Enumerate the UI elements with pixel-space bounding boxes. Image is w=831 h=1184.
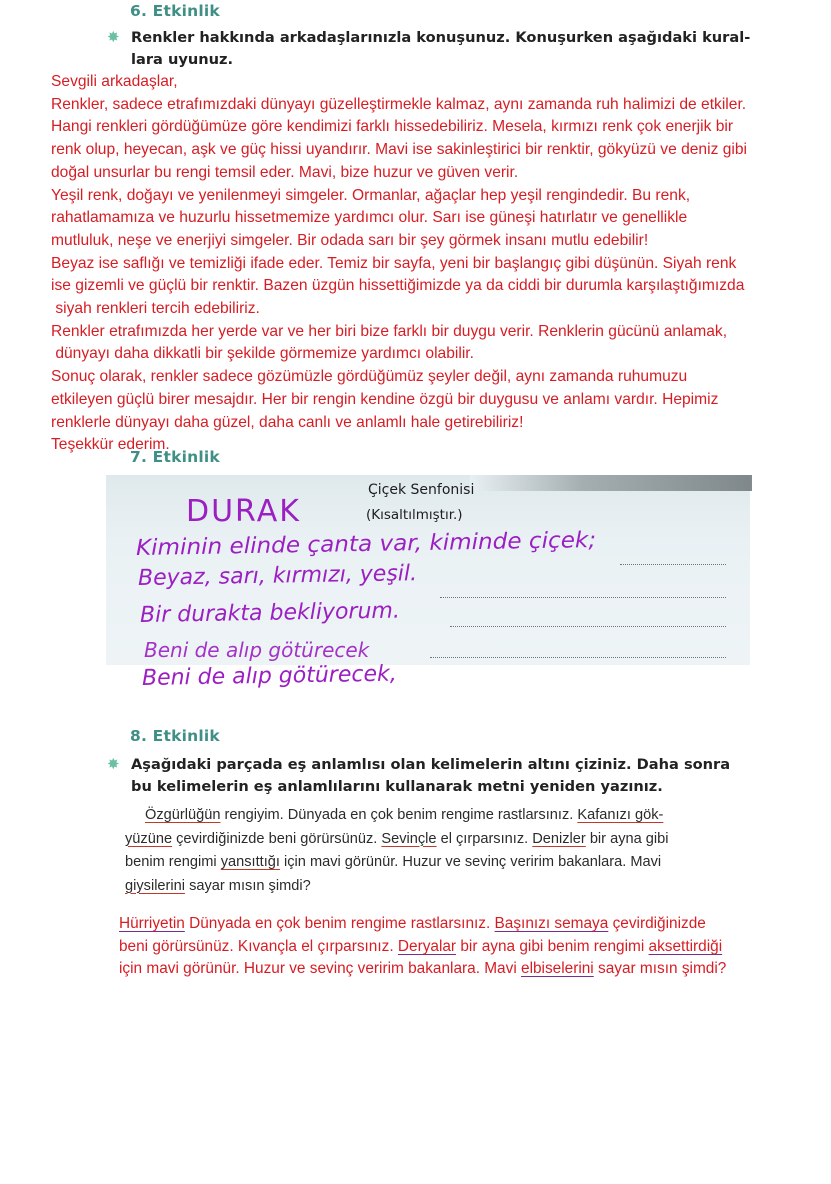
underlined-word: elbiselerini bbox=[521, 960, 594, 978]
poem-subtitle: (Kısaltılmıştır.) bbox=[366, 507, 463, 523]
speech-line: Sonuç olarak, renkler sadece gözümüzle gördüğümüz şeyler değil, aynı zamanda ruhumuzu bbox=[51, 368, 688, 386]
speech-line: Beyaz ise saflığı ve temizliği ifade eder. Temiz bir sayfa, yeni bir başlangıç gibi düşünün. Siyah renk bbox=[51, 254, 737, 272]
handwritten-title: DURAK bbox=[186, 494, 301, 529]
handwritten-line: Beyaz, sarı, kırmızı, yeşil. bbox=[137, 561, 418, 591]
text-span: çevirdiğinizde bbox=[608, 915, 706, 932]
text-span: beni görürsünüz. Kıvançla el çırparsınız. bbox=[119, 937, 398, 955]
underlined-word: Hürriyetin bbox=[119, 915, 185, 932]
text-span: için mavi görünür. Huzur ve sevinç veririm bakanlara. Mavi bbox=[279, 854, 662, 870]
star-bullet-icon: ✸ bbox=[107, 756, 120, 773]
writing-line bbox=[440, 597, 726, 598]
text-span: sayar mısın şimdi? bbox=[185, 877, 311, 894]
underlined-word: Deryalar bbox=[397, 937, 457, 955]
writing-line bbox=[450, 626, 726, 627]
underlined-word: Sevinçle bbox=[381, 830, 437, 847]
handwritten-line: Beni de alıp götürecek, bbox=[141, 661, 397, 691]
speech-line: etkileyen güçlü birer mesajdır. Her bir rengin kendine özgü bir duygusu ve anlamı vardır. Hepimiz bbox=[51, 390, 719, 408]
text-span: bir ayna gibi bbox=[585, 830, 669, 847]
underlined-word: Özgürlüğün bbox=[145, 807, 221, 823]
speech-line: rahatlamamıza ve huzurlu hissetmemize yardımcı olur. Sarı ise güneşi hatırlatır ve genellikle bbox=[51, 209, 688, 227]
text-span: rengiyim. Dünyada en çok benim rengime rastlarsınız. bbox=[220, 807, 578, 823]
section-8-heading: 8. Etkinlik bbox=[130, 727, 220, 745]
answer-line bbox=[119, 913, 726, 936]
speech-text bbox=[51, 71, 747, 457]
card-shadow-strip bbox=[470, 475, 752, 491]
handwritten-line: Kiminin elinde çanta var, kiminde çiçek; bbox=[135, 527, 597, 561]
exercise-line bbox=[125, 828, 669, 852]
text-span: sayar mısın şimdi? bbox=[593, 960, 727, 978]
text-span: bir ayna gibi benim rengimi bbox=[456, 937, 649, 955]
speech-line: doğal unsurlar bu rengi temsil eder. Mavi, bize huzur ve güven verir. bbox=[51, 163, 519, 181]
underlined-word: giysilerini bbox=[125, 877, 186, 894]
writing-line bbox=[430, 657, 726, 658]
underlined-word: Denizler bbox=[532, 830, 586, 847]
text-span: el çırparsınız. bbox=[436, 830, 533, 847]
speech-line: Hangi renkleri gördüğümüze göre kendimizi farklı hissedebiliriz. Mesela, kırmızı renk çok enerjik bir bbox=[51, 118, 734, 136]
answer-line bbox=[119, 958, 726, 981]
speech-line: renklerle dünyayı daha güzel, daha canlı ve anlamlı hale getirebiliriz! bbox=[51, 413, 524, 431]
text-span: Dünyada en çok benim rengime rastlarsınız. bbox=[184, 915, 495, 932]
underlined-word: yüzüne bbox=[125, 830, 173, 847]
speech-line: Renkler, sadece etrafımızdaki dünyayı güzelleştirmekle kalmaz, aynı zamanda ruh halimizi de etkiler. bbox=[51, 95, 747, 113]
underlined-word: Kafanızı gök- bbox=[577, 807, 664, 823]
speech-line: renk olup, heyecan, aşk ve güç hissi uyandırır. Mavi ise sakinleştirici bir renktir, gökyüzü ve deniz gibi bbox=[51, 141, 747, 159]
instruction-line: Aşağıdaki parçada eş anlamlısı olan kelimelerin altını çiziniz. Daha sonra bbox=[131, 756, 731, 773]
speech-line: ise gizemli ve güçlü bir renktir. Bazen üzgün hissettiğimizde ya da ciddi bir durumla karşılaştığımızda bbox=[51, 277, 745, 295]
exercise-line bbox=[125, 851, 669, 875]
answer-text bbox=[119, 913, 726, 981]
section-6-instruction bbox=[131, 27, 750, 71]
speech-line: mutluluk, neşe ve enerjiyi simgeler. Bir odada sarı bir şey görmek insanı mutlu edebilir! bbox=[51, 231, 649, 249]
underlined-word: yansıttığı bbox=[220, 854, 280, 870]
handwritten-line: Beni de alıp götürecek bbox=[144, 638, 370, 662]
handwritten-line: Bir durakta bekliyorum. bbox=[139, 598, 401, 628]
poem-title: Çiçek Senfonisi bbox=[368, 482, 475, 498]
exercise-line bbox=[125, 875, 669, 899]
star-bullet-icon: ✸ bbox=[107, 29, 120, 46]
speech-line: Teşekkür ederim. bbox=[51, 436, 170, 454]
text-span: benim rengimi bbox=[125, 854, 221, 870]
section-6-heading: 6. Etkinlik bbox=[130, 2, 220, 20]
speech-line: Yeşil renk, doğayı ve yenilenmeyi simgeler. Ormanlar, ağaçlar hep yeşil rengindedir. Bu renk, bbox=[51, 186, 691, 204]
answer-line bbox=[119, 936, 726, 959]
speech-line: Renkler etrafımızda her yerde var ve her biri bize farklı bir duygu verir. Renklerin gücünü anlamak, bbox=[51, 322, 728, 340]
underlined-word: Başınızı semaya bbox=[494, 915, 609, 932]
speech-line: dünyayı daha dikkatli bir şekilde görmemize yardımcı olabilir. bbox=[51, 345, 474, 363]
text-span: için mavi görünür. Huzur ve sevinç veririm bakanlara. Mavi bbox=[119, 960, 522, 978]
exercise-line bbox=[125, 804, 669, 828]
section-7-heading: 7. Etkinlik bbox=[130, 448, 220, 466]
instruction-line: lara uyunuz. bbox=[131, 51, 234, 68]
speech-line: siyah renkleri tercih edebiliriz. bbox=[51, 300, 260, 318]
text-span: çevirdiğinizde beni görürsünüz. bbox=[172, 830, 382, 847]
underlined-word: aksettirdiği bbox=[648, 937, 723, 955]
section-8-instruction bbox=[131, 754, 730, 798]
instruction-line: Renkler hakkında arkadaşlarınızla konuşunuz. Konuşurken aşağıdaki kural- bbox=[131, 29, 751, 46]
speech-line: Sevgili arkadaşlar, bbox=[51, 73, 178, 90]
instruction-line: bu kelimelerin eş anlamlılarını kullanarak metni yeniden yazınız. bbox=[131, 778, 663, 795]
exercise-text bbox=[125, 804, 669, 898]
writing-line bbox=[620, 564, 726, 565]
